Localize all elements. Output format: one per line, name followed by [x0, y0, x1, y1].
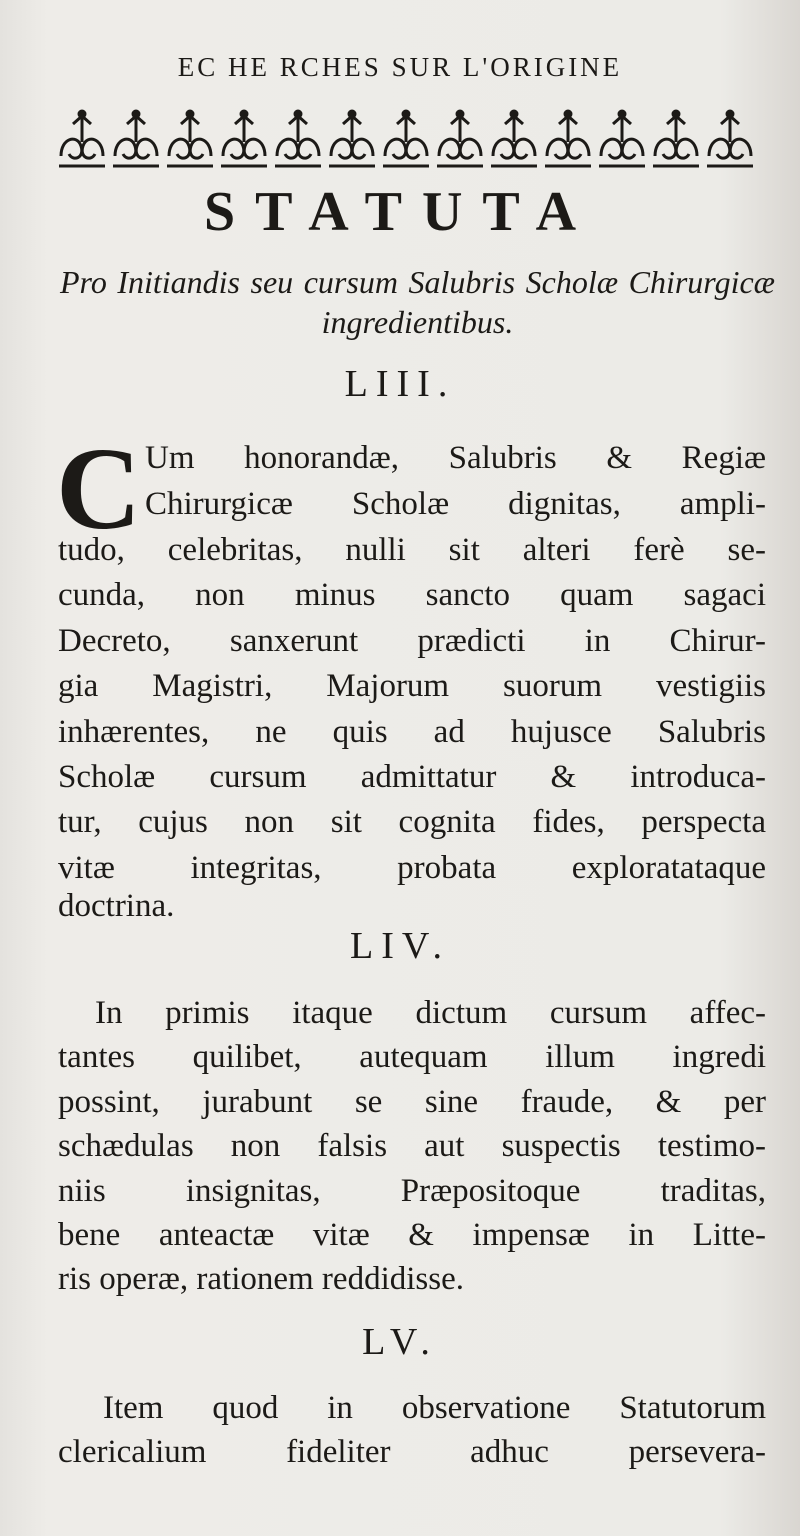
subtitle: Pro Initiandis seu cursum Salubris Scholæ Chirurgicæ ingredientibus.	[60, 264, 775, 340]
text-line: Decreto, sanxerunt prædicti in Chirur-	[58, 623, 766, 659]
text-line: Um honorandæ, Salubris & Regiæ	[145, 440, 766, 476]
text-line: Chirurgicæ Scholæ dignitas, ampli-	[145, 486, 766, 522]
text-line: tur, cujus non sit cognita fides, perspecta	[58, 804, 766, 840]
text-line: niis insignitas, Præpositoque traditas,	[58, 1173, 766, 1209]
text-line: inhærentes, ne quis ad hujusce Salubris	[58, 714, 766, 750]
text-line: Item quod in observatione Statutorum	[103, 1390, 766, 1426]
text-line: ris operæ, rationem reddidisse.	[58, 1261, 464, 1297]
section-number-lv: LV.	[362, 1321, 438, 1363]
text-line: vitæ integritas, probata exploratataque	[58, 850, 766, 886]
text-line: clericalium fideliter adhuc persevera-	[58, 1434, 766, 1470]
running-head: EC HE RCHES SUR L'ORIGINE	[177, 52, 623, 82]
text-line: cunda, non minus sancto quam sagaci	[58, 577, 766, 613]
drop-cap: C	[56, 423, 142, 554]
text-line: tudo, celebritas, nulli sit alteri ferè se-	[58, 532, 766, 568]
ornament-band	[55, 108, 770, 174]
text-line: bene anteactæ vitæ & impensæ in Litte-	[58, 1217, 766, 1253]
text-line: gia Magistri, Majorum suorum vestigiis	[58, 668, 766, 704]
section-number-liv: LIV.	[350, 925, 450, 967]
text-line: possint, jurabunt se sine fraude, & per	[58, 1084, 766, 1120]
text-line: tantes quilibet, autequam illum ingredi	[58, 1039, 766, 1075]
text-line: schædulas non falsis aut suspectis testimo-	[58, 1128, 766, 1164]
page-title: STATUTA	[203, 181, 597, 243]
text-line: In primis itaque dictum cursum affec-	[95, 995, 766, 1031]
section-number-liii: LIII.	[344, 363, 456, 405]
text-line: doctrina.	[58, 888, 175, 924]
text-line: Scholæ cursum admittatur & introduca-	[58, 759, 766, 795]
